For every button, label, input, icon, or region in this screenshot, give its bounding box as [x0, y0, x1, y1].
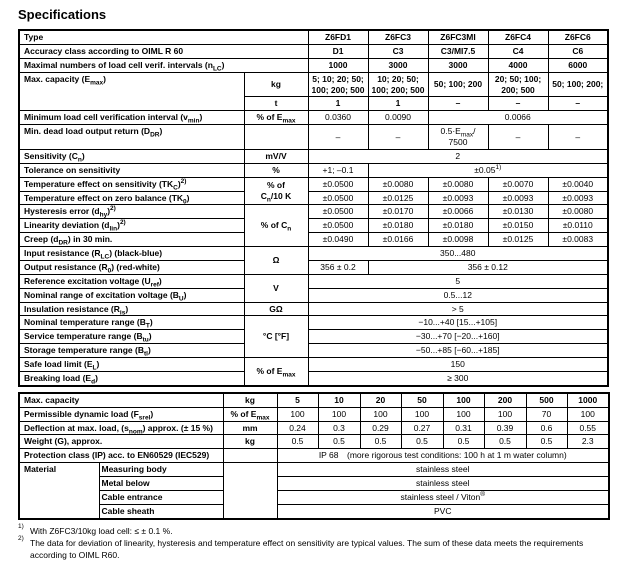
value-cell: ±0.0093 — [488, 191, 548, 205]
row-label: Temperature effect on zero balance $(TK_0)$ — [19, 191, 244, 205]
table-row — [19, 316, 608, 330]
column-header: 200 — [484, 393, 526, 407]
table-row — [19, 44, 608, 58]
value-cell: 4000 — [488, 58, 548, 72]
value-cell: 70 — [526, 407, 567, 421]
value-cell: stainless steel / Viton® — [277, 490, 609, 504]
unit-cell: t — [244, 97, 308, 111]
row-label: Tolerance on sensitivity — [19, 163, 244, 177]
value-cell: IP 68 (more rigorous test conditions: 100 h at 1 m water column) — [277, 449, 609, 463]
value-cell: ±0.0500 — [308, 177, 368, 191]
value-cell: – — [488, 125, 548, 150]
table-row — [19, 344, 608, 358]
page-title: Specifications — [18, 7, 107, 22]
table-row — [19, 111, 608, 125]
value-cell: ±0.0166 — [368, 233, 428, 247]
row-label: Output resistance $(R_0)$ (red-white) — [19, 260, 244, 274]
value-cell: 0.5 — [360, 435, 401, 449]
value-cell: 3000 — [428, 58, 488, 72]
row-label: Maximal numbers of load cell verif. intervals $(n_{LC})$ — [19, 58, 308, 72]
value-cell: ±0.0150 — [488, 219, 548, 233]
value-cell: ±0.0500 — [308, 191, 368, 205]
row-sublabel: Cable entrance — [99, 490, 223, 504]
column-header: 100 — [443, 393, 484, 407]
table-row — [19, 302, 608, 316]
value-cell: 0.55 — [567, 421, 609, 435]
unit-cell: % of $C_n$ — [244, 205, 308, 247]
value-cell: 150 — [308, 358, 608, 372]
value-cell: 50; 100; 200 — [428, 72, 488, 97]
column-header: 50 — [401, 393, 443, 407]
row-label: Permissible dynamic load $(F_{srel})$ — [19, 407, 223, 421]
value-cell: 0.5 — [401, 435, 443, 449]
value-cell: 100 — [318, 407, 360, 421]
table-row — [19, 72, 608, 97]
column-header: 1000 — [567, 393, 609, 407]
value-cell: ±0.0170 — [368, 205, 428, 219]
unit-cell: % — [244, 163, 308, 177]
value-cell: ±0.0080 — [368, 177, 428, 191]
unit-cell: Ω — [244, 247, 308, 275]
spec-table-capacity — [18, 392, 610, 520]
value-cell: 0.29 — [360, 421, 401, 435]
value-cell: ±0.0040 — [548, 177, 608, 191]
column-header: Z6FC3MI — [428, 30, 488, 44]
column-header: Z6FC6 — [548, 30, 608, 44]
value-cell: – — [548, 97, 608, 111]
value-cell: 1 — [368, 97, 428, 111]
value-cell: 0.31 — [443, 421, 484, 435]
unit-cell: mm — [223, 421, 277, 435]
value-cell: 0.0090 — [368, 111, 428, 125]
value-cell: – — [308, 125, 368, 150]
value-cell: ±0.0110 — [548, 219, 608, 233]
value-cell: ±0.0180 — [428, 219, 488, 233]
value-cell: ±0.0490 — [308, 233, 368, 247]
table-row — [19, 393, 609, 407]
table-row — [19, 274, 608, 288]
value-cell: 5; 10; 20; 50; 100; 200; 500 — [308, 72, 368, 97]
row-label: Nominal temperature range $(B_T)$ — [19, 316, 244, 330]
table-row — [19, 490, 609, 504]
footnote-marker: 1) — [18, 522, 24, 530]
value-cell: −10...+40 [15...+105] — [308, 316, 608, 330]
table-row — [19, 177, 608, 191]
unit-cell: mV/V — [244, 149, 308, 163]
value-cell: 0.0360 — [308, 111, 368, 125]
row-label: Max. capacity $(E_{max})$ — [19, 72, 244, 111]
value-cell: – — [488, 97, 548, 111]
table-row — [19, 205, 608, 219]
footnote-marker: 2) — [18, 535, 24, 543]
value-cell: ±0.0070 — [488, 177, 548, 191]
row-label: Creep $(d_{DR})$ in 30 min. — [19, 233, 244, 247]
unit-cell: kg — [223, 435, 277, 449]
row-label: Sensitivity $(C_n)$ — [19, 149, 244, 163]
row-label: Nominal range of excitation voltage $(B_U)$ — [19, 288, 244, 302]
value-cell: ±0.0500 — [308, 205, 368, 219]
unit-cell: % of $E_{max}$ — [244, 111, 308, 125]
value-cell: 10; 20; 50; 100; 200; 500 — [368, 72, 428, 97]
value-cell: 0.5...12 — [308, 288, 608, 302]
value-cell: 50; 100; 200; — [548, 72, 608, 97]
table-row — [19, 247, 608, 261]
value-cell: 100 — [401, 407, 443, 421]
unit-cell: % of $E_{max}$ — [223, 407, 277, 421]
row-label: Input resistance $(R_{LC})$ (black-blue) — [19, 247, 244, 261]
row-label: Protection class (IP) acc. to EN60529 (IEC529) — [19, 449, 223, 463]
footnote — [18, 522, 607, 537]
value-cell: C3 — [368, 44, 428, 58]
footnotes — [18, 522, 607, 561]
value-cell: 0.5 — [484, 435, 526, 449]
value-cell: 0.5 — [443, 435, 484, 449]
spec-table-main — [18, 29, 609, 387]
unit-cell: kg — [244, 72, 308, 97]
table-row — [19, 125, 608, 150]
value-cell: 350...480 — [308, 247, 608, 261]
value-cell: C4 — [488, 44, 548, 58]
value-cell: 20; 50; 100; 200; 500 — [488, 72, 548, 97]
value-cell: 100 — [484, 407, 526, 421]
footnote — [18, 535, 607, 561]
unit-cell: GΩ — [244, 302, 308, 316]
unit-cell: % of $E_{max}$ — [244, 358, 308, 386]
value-cell: ±0.0130 — [488, 205, 548, 219]
value-cell: ±0.0125 — [368, 191, 428, 205]
row-sublabel: Measuring body — [99, 463, 223, 477]
table-row — [19, 504, 609, 518]
row-label: Temperature effect on sensitivity $(TK_C)^{2)}$ — [19, 177, 244, 191]
unit-cell — [223, 449, 277, 463]
value-cell: ±0.0083 — [548, 233, 608, 247]
unit-cell: % of $C_n/10$ K — [244, 177, 308, 205]
footnote-text: The data for deviation of linearity, hysteresis and temperature effect on sensitivity are typical values. The sum of these data meets the requirements according to OIML R60. — [30, 538, 584, 560]
row-label: Safe load limit $(E_L)$ — [19, 358, 244, 372]
value-cell: +1; –0.1 — [308, 163, 368, 177]
footnote-text: With Z6FC3/10kg load cell: ≤ ± 0.1 %. — [30, 525, 173, 536]
value-cell: 2.3 — [567, 435, 609, 449]
value-cell: 356 ± 0.12 — [368, 260, 608, 274]
value-cell: 3000 — [368, 58, 428, 72]
table-row — [19, 421, 609, 435]
table-row — [19, 435, 609, 449]
value-cell: ±0.0066 — [428, 205, 488, 219]
unit-cell: V — [244, 274, 308, 302]
value-cell: ±0.0125 — [488, 233, 548, 247]
value-cell: PVC — [277, 504, 609, 518]
value-cell: 0.0066 — [428, 111, 608, 125]
column-header: 500 — [526, 393, 567, 407]
unit-cell: °C [°F] — [244, 316, 308, 358]
value-cell: ±0.0080 — [548, 205, 608, 219]
value-cell: – — [368, 125, 428, 150]
value-cell: > 5 — [308, 302, 608, 316]
value-cell: 0.6 — [526, 421, 567, 435]
value-cell: $\pm 0.05^{1)}$ — [368, 163, 608, 177]
row-label: Deflection at max. load, $(s_{nom})$ approx. (± 15 %) — [19, 421, 223, 435]
row-label: Service temperature range $(B_{tu})$ — [19, 330, 244, 344]
column-header: Z6FC4 — [488, 30, 548, 44]
table-row — [19, 477, 609, 491]
table-row — [19, 449, 609, 463]
value-cell: ±0.0098 — [428, 233, 488, 247]
unit-cell — [223, 463, 277, 519]
value-cell: C6 — [548, 44, 608, 58]
row-label: Breaking load $(E_d)$ — [19, 371, 244, 385]
table-row — [19, 463, 609, 477]
value-cell: – — [548, 125, 608, 150]
value-cell: −30...+70 [−20...+160] — [308, 330, 608, 344]
table-row — [19, 288, 608, 302]
value-cell: C3/MI7.5 — [428, 44, 488, 58]
value-cell: 0.39 — [484, 421, 526, 435]
value-cell: 5 — [308, 274, 608, 288]
table-row — [19, 30, 608, 44]
value-cell: 1 — [308, 97, 368, 111]
value-cell: stainless steel — [277, 477, 609, 491]
value-cell: – — [428, 97, 488, 111]
row-label: Minimum load cell verification interval $(v_{min})$ — [19, 111, 244, 125]
value-cell: 6000 — [548, 58, 608, 72]
column-header: Z6FD1 — [308, 30, 368, 44]
row-sublabel: Cable sheath — [99, 504, 223, 518]
value-cell: ±0.0500 — [308, 219, 368, 233]
row-label: Reference excitation voltage $(U_{ref})$ — [19, 274, 244, 288]
value-cell: 0.5 — [318, 435, 360, 449]
value-cell: ±0.0093 — [548, 191, 608, 205]
table-row — [19, 358, 608, 372]
row-label: Accuracy class according to OIML R 60 — [19, 44, 308, 58]
table-row — [19, 219, 608, 233]
value-cell: ±0.0180 — [368, 219, 428, 233]
row-label: Linearity deviation $(d_{lin})^{2)}$ — [19, 219, 244, 233]
material-label: Material — [19, 463, 99, 519]
value-cell: $0.5\cdot E_{max}/$ 7500 — [428, 125, 488, 150]
value-cell: 1000 — [308, 58, 368, 72]
value-cell: 0.3 — [318, 421, 360, 435]
unit-cell: kg — [223, 393, 277, 407]
column-header: 5 — [277, 393, 318, 407]
table-row — [19, 371, 608, 385]
value-cell: 0.24 — [277, 421, 318, 435]
value-cell: 100 — [443, 407, 484, 421]
value-cell: 0.27 — [401, 421, 443, 435]
table-row — [19, 260, 608, 274]
value-cell: ≥ 300 — [308, 371, 608, 385]
table-row — [19, 149, 608, 163]
column-header: Z6FC3 — [368, 30, 428, 44]
table-row — [19, 233, 608, 247]
table-row — [19, 163, 608, 177]
table-row — [19, 58, 608, 72]
unit-cell — [244, 125, 308, 150]
value-cell: −50...+85 [−60...+185] — [308, 344, 608, 358]
value-cell: ±0.0093 — [428, 191, 488, 205]
row-label: Storage temperature range $(B_{tl})$ — [19, 344, 244, 358]
value-cell: D1 — [308, 44, 368, 58]
value-cell: 100 — [360, 407, 401, 421]
row-label: Max. capacity — [19, 393, 223, 407]
value-cell: stainless steel — [277, 463, 609, 477]
value-cell: 2 — [308, 149, 608, 163]
value-cell: 100 — [567, 407, 609, 421]
column-header: 10 — [318, 393, 360, 407]
row-label: Insulation resistance $(R_{is})$ — [19, 302, 244, 316]
row-label: Type — [19, 30, 308, 44]
table-row — [19, 407, 609, 421]
value-cell: 0.5 — [526, 435, 567, 449]
row-label: Weight (G), approx. — [19, 435, 223, 449]
value-cell: 356 ± 0.2 — [308, 260, 368, 274]
row-sublabel: Metal below — [99, 477, 223, 491]
value-cell: 100 — [277, 407, 318, 421]
table-row — [19, 191, 608, 205]
row-label: Min. dead load output return $(D_{DR})$ — [19, 125, 244, 150]
row-label: Hysteresis error $(d_{hy})^{2)}$ — [19, 205, 244, 219]
table-row — [19, 330, 608, 344]
column-header: 20 — [360, 393, 401, 407]
value-cell: 0.5 — [277, 435, 318, 449]
value-cell: ±0.0080 — [428, 177, 488, 191]
